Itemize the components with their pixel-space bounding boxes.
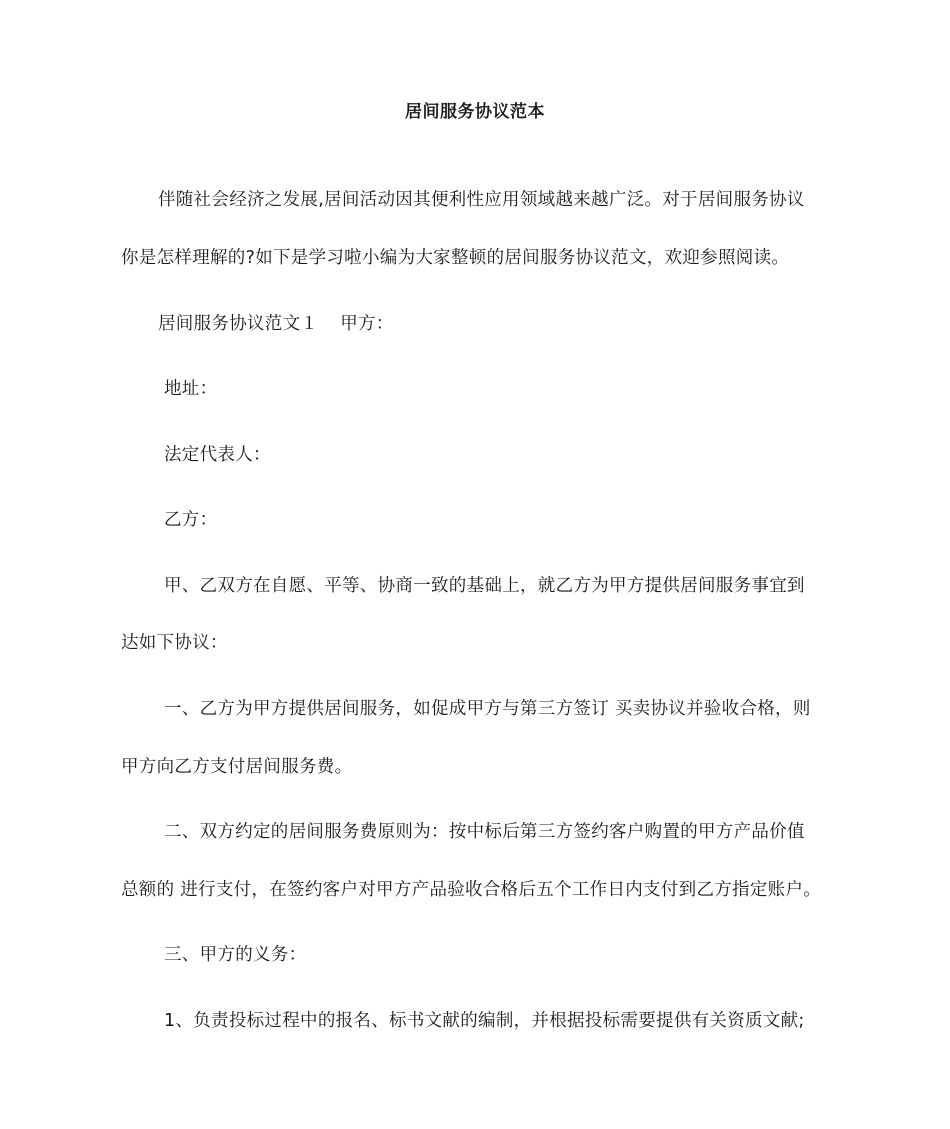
preamble-line-1: 甲、乙双方在自愿、平等、协商一致的基础上，就乙方为甲方提供居间服务事宜到 (164, 576, 805, 596)
clause-3-heading: 三、甲方的义务： (164, 945, 307, 965)
clause-2-line-1: 二、双方约定的居间服务费原则为：按中标后第三方签约客户购置的甲方产品价值 (164, 822, 805, 842)
preamble-line-2: 达如下协议： (121, 633, 228, 653)
clause-3-item-1: 1、负责投标过程中的报名、标书文献的编制，并根据投标需要提供有关资质文献; (164, 1011, 805, 1031)
intro-paragraph-line-1: 伴随社会经济之发展,居间活动因其便利性应用领域越来越广泛。对于居间服务协议 (158, 190, 805, 210)
sample-heading-line (158, 312, 394, 336)
legal-representative-label: 法定代表人： (164, 445, 271, 465)
sample-heading: 居间服务协议范文１ (158, 314, 319, 334)
intro-paragraph-line-2: 你是怎样理解的?如下是学习啦小编为大家整顿的居间服务协议范文，欢迎参照阅读。 (121, 248, 790, 268)
document-title: 居间服务协议范本 (405, 102, 545, 122)
party-b-label: 乙方： (164, 510, 218, 530)
party-a-label: 甲方： (340, 314, 394, 334)
clause-2-line-2: 总额的 进行支付，在签约客户对甲方产品验收合格后五个工作日内支付到乙方指定账户。 (121, 880, 822, 900)
clause-1-line-1: 一、乙方为甲方提供居间服务，如促成甲方与第三方签订 买卖协议并验收合格，则 (164, 699, 811, 719)
clause-1-line-2: 甲方向乙方支付居间服务费。 (121, 757, 353, 777)
address-label: 地址： (164, 379, 218, 399)
